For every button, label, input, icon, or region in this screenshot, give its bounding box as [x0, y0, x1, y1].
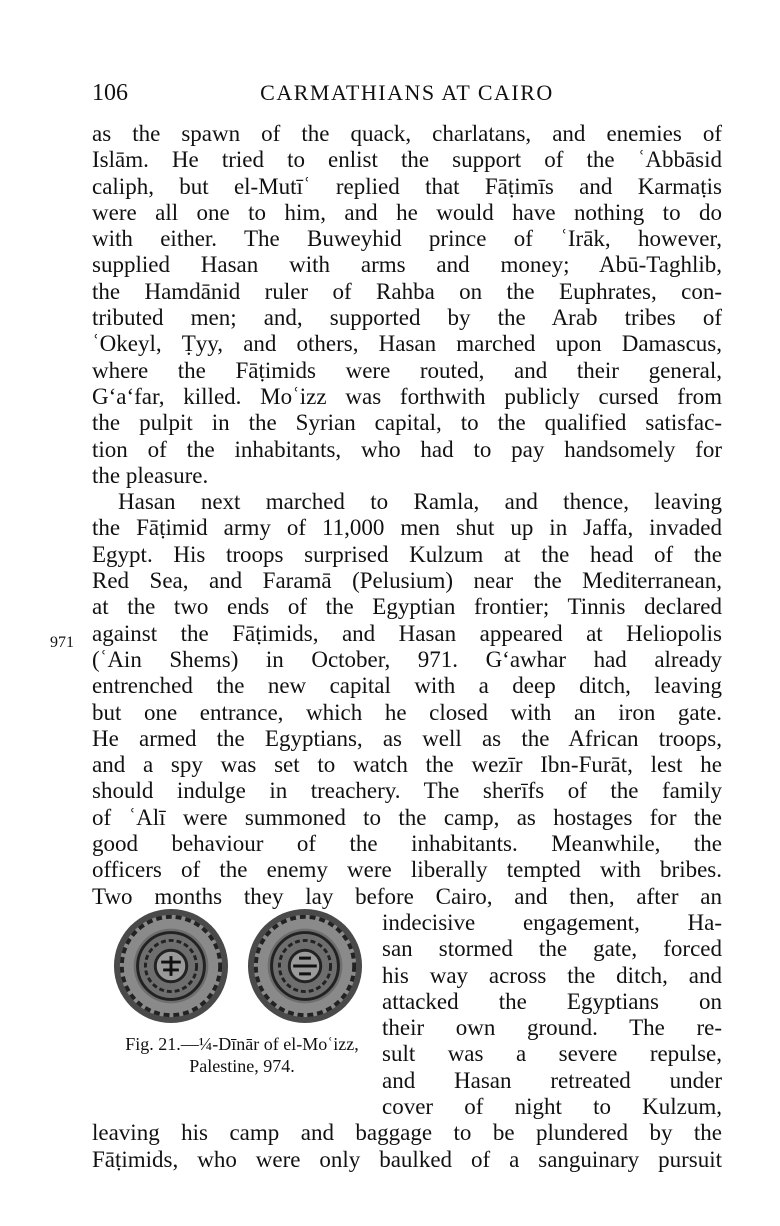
text-line: as the spawn of the quack, charlatans, and enemies of [92, 121, 722, 146]
text-line: of ʿAlī were summoned to the camp, as hostages for the [92, 804, 722, 830]
figure-caption-line: Palestine, 974. [189, 1056, 295, 1076]
text-line: Fāṭimids, who were only baulked of a sanguinary pursuit [92, 1146, 722, 1172]
text-line: indecisive engagement, Ha- [382, 909, 722, 935]
text-line: good behaviour of the inhabitants. Meanwhile, the [92, 831, 722, 857]
text-line: the pleasure. [92, 462, 209, 488]
text-line: and Hasan retreated under [382, 1067, 722, 1093]
text-line: at the two ends of the Egyptian frontier; Tinnis declared [92, 594, 722, 620]
text-line: He armed the Egyptians, as well as the African troops, [92, 725, 722, 751]
text-line: Islām. He tried to enlist the support of the ʿAbbāsid [92, 147, 722, 173]
running-title: CARMATHIANS AT CAIRO [260, 80, 554, 105]
text-line: against the Fāṭimids, and Hasan appeared at Heliopolis [92, 620, 722, 646]
text-line: tion of the inhabitants, who had to pay handsomely for [92, 436, 722, 462]
text-line: with either. The Buweyhid prince of ʿIrāk, however, [92, 226, 722, 252]
text-line: the pulpit in the Syrian capital, to the qualified satisfac- [92, 410, 722, 436]
figure-caption [104, 1033, 380, 1077]
figure-caption-line: Fig. 21.—¼-Dīnār of el-Moʿizz, [125, 1034, 359, 1054]
margin-year-note: 971 [50, 634, 74, 651]
text-line: (ʿAin Shems) in October, 971. Gʻawhar had already [92, 646, 722, 672]
text-line: Gʻaʻfar, killed. Moʿizz was forthwith publicly cursed from [92, 383, 722, 409]
coin-images [104, 907, 380, 1027]
text-line: tributed men; and, supported by the Arab tribes of [92, 305, 722, 331]
text-line: supplied Hasan with arms and money; Abū-Taghlib, [92, 252, 722, 278]
text-line: should indulge in treachery. The sherīfs of the family [92, 778, 722, 804]
text-line: the Fāṭimid army of 11,000 men shut up in Jaffa, invaded [92, 515, 722, 541]
text-line: Egypt. His troops surprised Kulzum at the head of the [92, 541, 722, 567]
text-line: sult was a severe repulse, [382, 1041, 722, 1067]
text-line: the Hamdānid ruler of Rahba on the Euphrates, con- [92, 278, 722, 304]
page-header [92, 80, 722, 112]
text-line: Red Sea, and Faramā (Pelusium) near the Mediterranean, [92, 568, 722, 594]
text-line: were all one to him, and he would have nothing to do [92, 199, 722, 225]
text-line: caliph, but el-Mutīʿ replied that Fāṭimīs and Karmaṭis [92, 173, 722, 199]
text-line: attacked the Egyptians on [382, 988, 722, 1014]
text-line: and a spy was set to watch the wezīr Ibn-Furāt, lest he [92, 752, 722, 778]
text-line: san stormed the gate, forced [382, 936, 722, 962]
text-line: leaving his camp and baggage to be plundered by the [92, 1120, 722, 1146]
text-line: cover of night to Kulzum, [382, 1093, 722, 1119]
coin-obverse-image [112, 907, 230, 1025]
text-line: Hasan next marched to Ramla, and thence, leaving [118, 489, 722, 515]
text-line: their own ground. The re- [382, 1015, 722, 1041]
coin-figure [104, 907, 380, 1077]
text-line: Two months they lay before Cairo, and then, after an [92, 883, 722, 909]
text-line: where the Fāṭimids were routed, and their general, [92, 357, 722, 383]
text-line: ʿOkeyl, Ṭyy, and others, Hasan marched upon Damascus, [92, 331, 722, 357]
page-number: 106 [92, 80, 128, 106]
text-line: but one entrance, which he closed with an iron gate. [92, 699, 722, 725]
text-line: his way across the ditch, and [382, 962, 722, 988]
text-line: entrenched the new capital with a deep ditch, leaving [92, 673, 722, 699]
text-line: officers of the enemy were liberally tempted with bribes. [92, 857, 722, 883]
coin-reverse-image [246, 907, 364, 1025]
